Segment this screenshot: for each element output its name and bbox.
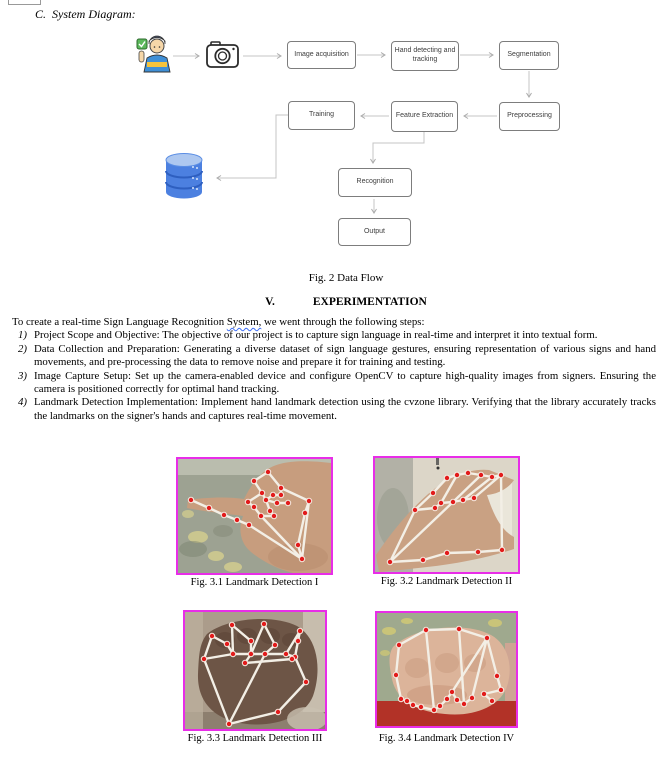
cropped-box-corner xyxy=(8,0,41,5)
node-segmentation xyxy=(499,41,559,70)
section-title: EXPERIMENTATION xyxy=(312,296,427,308)
database-icon xyxy=(166,154,202,199)
node-label: Recognition xyxy=(356,178,394,186)
node-recognition xyxy=(338,168,412,197)
node-training xyxy=(288,101,355,130)
intro-text: To create a real-time Sign Language Recognition xyxy=(12,316,227,328)
landmark-photo-3 xyxy=(185,612,325,729)
node-label: Preprocessing xyxy=(507,112,552,120)
node-label: Segmentation xyxy=(507,51,551,59)
landmark-photo-1 xyxy=(178,459,331,573)
camera-icon xyxy=(207,42,238,67)
landmark-photo-2 xyxy=(375,458,518,572)
experimentation-body xyxy=(12,316,656,423)
figure-3-1-photo xyxy=(176,457,333,575)
node-label: Output xyxy=(363,227,385,235)
node-hand-detecting xyxy=(391,41,459,71)
figure-3-4-caption: Fig. 3.4 Landmark Detection IV xyxy=(378,733,515,744)
list-item xyxy=(12,329,656,342)
intro-paragraph xyxy=(12,316,656,329)
figure-3-2-caption: Fig. 3.2 Landmark Detection II xyxy=(380,576,513,587)
figure-3-3-photo xyxy=(183,610,327,731)
node-image-acquisition xyxy=(287,41,356,69)
figure-3-4-photo xyxy=(375,611,518,728)
subsection-c-heading: C. System Diagram: xyxy=(35,7,136,21)
spellcheck-flagged-word: System, xyxy=(226,316,262,328)
figure2-caption: Fig. 2 Data Flow xyxy=(308,272,384,284)
list-number: 1) xyxy=(18,329,27,342)
intro-text: we went through the following steps: xyxy=(261,316,425,328)
node-label: Image acquisition xyxy=(294,50,349,58)
signer-person-icon xyxy=(137,36,170,72)
figure-3-1-caption: Fig. 3.1 Landmark Detection I xyxy=(190,577,319,588)
system-diagram-figure xyxy=(0,30,668,262)
node-label: Hand detecting and tracking xyxy=(394,47,456,63)
list-item xyxy=(12,343,656,370)
node-label: Feature Extraction xyxy=(395,112,454,120)
section-number: V. xyxy=(265,296,275,308)
list-text: Data Collection and Preparation: Generating a diverse dataset of sign language gestures, ensuring representation of various signs and hand movements, and pre-processing the data to remove noise and prepare it for training and testing. xyxy=(34,342,656,369)
list-text: Project Scope and Objective: The objective of our project is to capture sign language in real-time and interpret it into textual form. xyxy=(34,329,598,342)
list-text: Landmark Detection Implementation: Implement hand landmark detection using the cvzone library. Verifying that the library accurately tracks the landmarks on the signer's hands and captures real-time movement. xyxy=(34,396,656,422)
landmark-photo-4 xyxy=(377,613,516,726)
list-number: 2) xyxy=(18,342,27,355)
list-text: Image Capture Setup: Set up the camera-enabled device and configure OpenCV to capture high-quality images from signers. Ensuring the camera is positioned correctly for optimal hand tracking. xyxy=(34,369,656,396)
node-output xyxy=(338,218,411,246)
node-feature-extraction xyxy=(391,101,458,132)
list-number: 4) xyxy=(18,396,27,409)
figure-3-2-photo xyxy=(373,456,520,574)
figure-3-3-caption: Fig. 3.3 Landmark Detection III xyxy=(187,733,323,744)
section-v-heading xyxy=(24,296,668,308)
node-label: Training xyxy=(308,111,335,119)
node-preprocessing xyxy=(499,102,560,131)
list-number: 3) xyxy=(18,369,27,382)
list-item xyxy=(12,396,656,423)
list-item xyxy=(12,370,656,397)
